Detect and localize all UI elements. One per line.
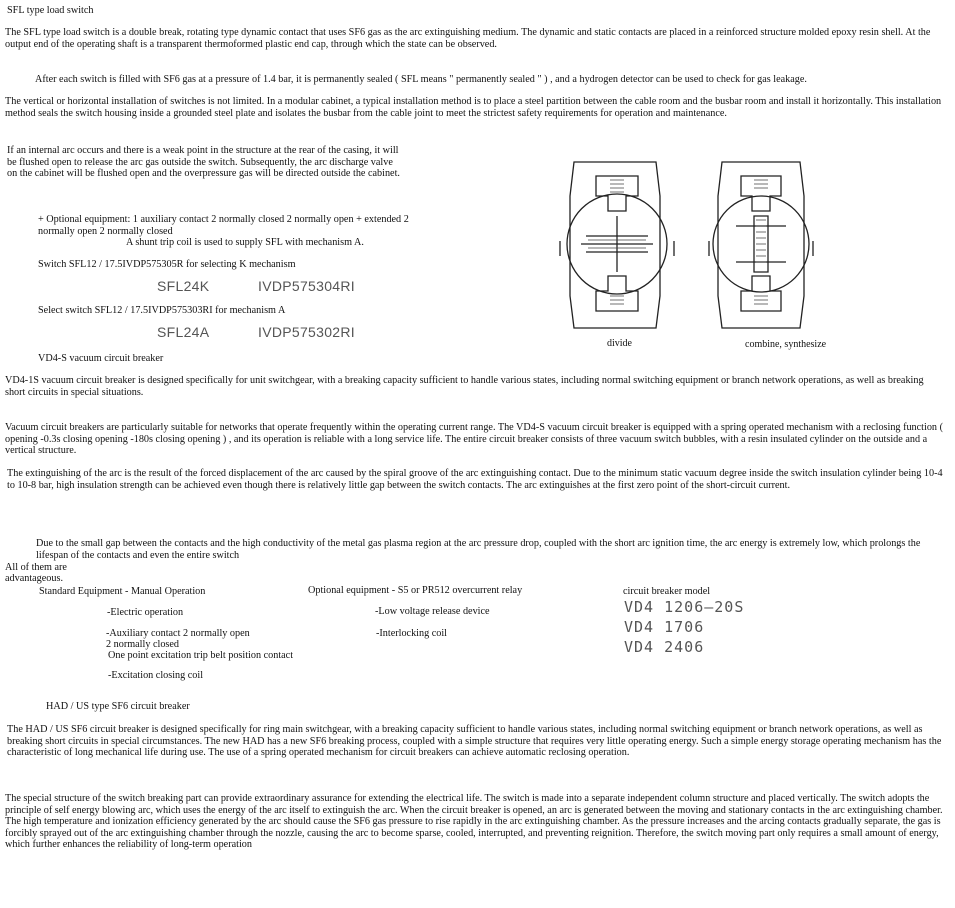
had-paragraph-1: The HAD / US SF6 circuit breaker is designed specifically for ring main switchgear, with a breaking capacity sufficient to handle various states, including normal switching equipment or branch network operations, as well as breaking short circuits in special circumstances. The new HAD has a new SF6 breaking process, coupled with a simple structure that requires very little operating energy. Such a simple energy storage operating mechanism has the characteristic of long mechanical life during use. The use of a spring operated mechanism for circuit breakers can achieve automatic reclosing operation. [7, 724, 942, 759]
vd4-heading: VD4-S vacuum circuit breaker [38, 353, 164, 364]
standard-equipment-heading: Standard Equipment - Manual Operation [39, 586, 206, 597]
standard-item: 2 normally closed [106, 639, 179, 650]
optional-item: -Low voltage release device [375, 606, 490, 617]
sfl-paragraph-3: The vertical or horizontal installation of switches is not limited. In a modular cabinet, a typical installation method is to place a steel partition between the cable room and the busbar room and install it horizontally. This installation method seals the switch housing inside a grounded steel plate and isolates the busbar from the cable joint to meet the strictest safety requirements for operation and maintenance. [5, 96, 942, 119]
model-heading: circuit breaker model [623, 586, 711, 597]
sfl-k-selection: Switch SFL12 / 17.5IVDP575305R for selecting K mechanism [38, 259, 296, 270]
standard-item: -Electric operation [107, 607, 184, 618]
sfl-paragraph-1: The SFL type load switch is a double break, rotating type dynamic contact that uses SF6 gas as the arc extinguishing medium. The dynamic and static contacts are placed in a reinforced structure molded epoxy resin shell. At the output end of the operating shaft is a transparent thermoformed plastic end cap, through which the state can be observed. [5, 27, 931, 50]
vd4-paragraph-3: The extinguishing of the arc is the result of the forced displacement of the arc caused by the spiral groove of the arc extinguishing contact. Due to the minimum static vacuum degree inside the switch insulation cylinder being 10-4 to 10-8 bar, high insulation strength can be achieved even though there is relatively little gap between the switch contacts. The arc extinguishes at the first zero point of the short-circuit current. [7, 468, 943, 491]
sfl-a-selection: Select switch SFL12 / 17.5IVDP575303RI for mechanism A [38, 305, 286, 316]
switch-closed-diagram [706, 156, 818, 334]
vd4-paragraph-4: Due to the small gap between the contacts and the high conductivity of the metal gas plasma region at the arc pressure drop, coupled with the short arc ignition time, the arc energy is extremely low, which prolongs the lifespan of the contacts and even the entire switch [36, 538, 921, 561]
sfl-paragraph-4: If an internal arc occurs and there is a weak point in the structure at the rear of the casing, it will be flushed open to release the arc gas outside the switch. Subsequently, the arc discharge valve on the cabinet will be flushed open and the overpressure gas will be directed outside the cabinet. [7, 145, 400, 180]
sfl-k-model: SFL24K [157, 278, 210, 294]
sfl-a-model: SFL24A [157, 324, 210, 340]
model-code: VD4 2406 [624, 638, 705, 656]
sfl-a-code: IVDP575302RI [258, 324, 355, 340]
sfl-optional-equipment: + Optional equipment: 1 auxiliary contact 2 normally closed 2 normally open + extended 2 normally open 2 normally closed [38, 214, 409, 237]
model-code: VD4 1206—20S [624, 598, 745, 616]
sfl-k-code: IVDP575304RI [258, 278, 355, 294]
optional-item: -Interlocking coil [376, 628, 448, 639]
switch-open-diagram [556, 156, 678, 334]
vd4-paragraph-2: Vacuum circuit breakers are particularly suitable for networks that operate frequently within the operating current range. The VD4-S vacuum circuit breaker is equipped with a spring operated mechanism with a reclosing function ( opening -0.3s closing opening -180s closing opening ) , and its operation is reliable with a long service life. The entire circuit breaker consists of three vacuum switch bubbles, with a resin insulated cylinder on the outside and a vertical structure. [5, 422, 943, 457]
sfl-shunt-trip-note: A shunt trip coil is used to supply SFL with mechanism A. [126, 237, 364, 248]
had-paragraph-2: The special structure of the switch breaking part can provide extraordinary assurance for extending the electrical life. The switch is made into a separate independent column structure and placed vertically. The switch adopts the principle of self energy blowing arc, which uses the energy of the arc itself to extinguish the arc. When the circuit breaker is opened, an arc is generated between the moving and stationary contacts in the arc extinguishing chamber. The high temperature and ionization efficiency generated by the arc should cause the SF6 gas pressure to rise rapidly in the arc extinguishing chamber. As the pressure increases and the arcing contacts gradually separate, the gas is forcibly sprayed out of the arc extinguishing chamber through the nozzle, causing the arc to become sparse, cooled, interrupted, and preventing reignition. Therefore, the switch moving part only requires a small amount of energy, which further enhances the reliability of long-term operation [5, 793, 943, 851]
sfl-paragraph-2: After each switch is filled with SF6 gas at a pressure of 1.4 bar, it is permanently sealed ( SFL means " permanently sealed " ) , and a hydrogen detector can be used to check for gas leakage. [35, 74, 807, 85]
vd4-paragraph-1: VD4-1S vacuum circuit breaker is designed specifically for unit switchgear, with a breaking capacity sufficient to handle various states, including normal switching equipment or branch network operations, as well as breaking short circuits in special situations. [5, 375, 924, 398]
caption-divide: divide [607, 338, 632, 349]
standard-item: -Auxiliary contact 2 normally open [106, 628, 250, 639]
model-code: VD4 1706 [624, 618, 705, 636]
vd4-advantage-line-2: advantageous. [5, 573, 63, 584]
sfl-heading: SFL type load switch [7, 5, 94, 16]
optional-equipment-heading: Optional equipment - S5 or PR512 overcurrent relay [308, 585, 523, 596]
standard-item: One point excitation trip belt position contact [108, 650, 294, 661]
vd4-advantage-line-1: All of them are [5, 562, 67, 573]
standard-item: -Excitation closing coil [108, 670, 204, 681]
caption-combine: combine, synthesize [745, 339, 827, 350]
had-heading: HAD / US type SF6 circuit breaker [46, 701, 190, 712]
